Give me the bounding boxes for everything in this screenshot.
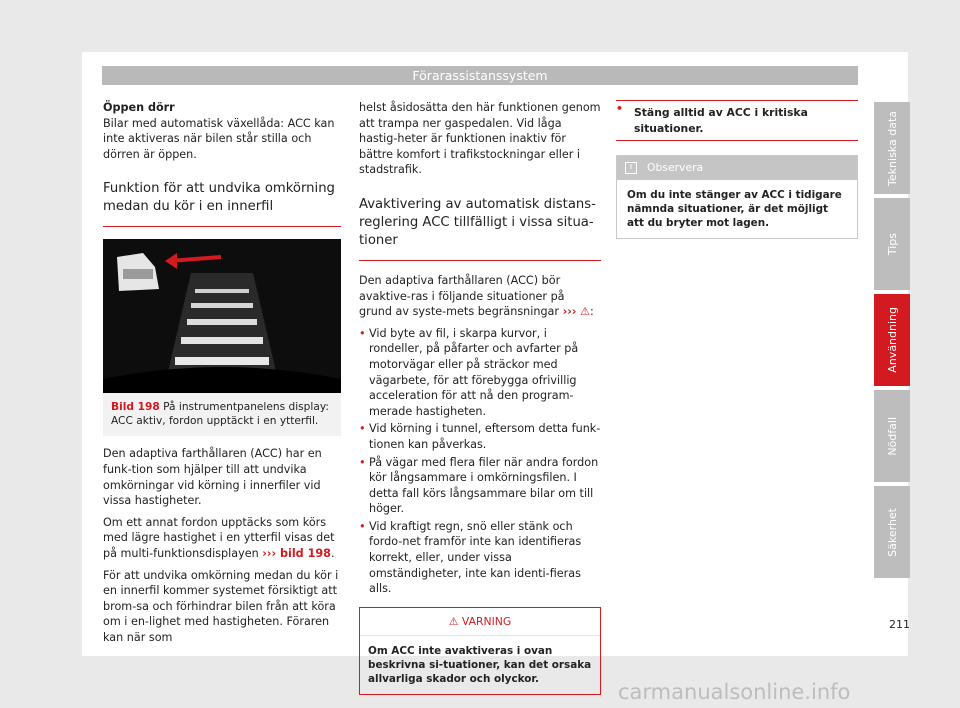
- text: :: [590, 305, 594, 319]
- tab-tekniska-data[interactable]: [874, 102, 910, 194]
- column-1: [103, 100, 341, 652]
- list-item: • Vid kraftigt regn, snö eller stänk och fordo-net framför inte kan identifieras korrekt, eller, under vissa omständigheter, inte kan identi-fieras alls.: [359, 519, 601, 597]
- figure-caption: [103, 393, 341, 428]
- warning-header: [360, 608, 600, 637]
- list-item: • Vid byte av fil, i skarpa kurvor, i rondeller, på påfarter och avfarter på motorvägar eller på sträckor med vägarbete, för att förebygga ofrivillig acceleration för att nå den program-merade hastigheten.: [359, 326, 601, 420]
- tab-nodfall[interactable]: [874, 390, 910, 482]
- warning-list-item: • Stäng alltid av ACC i kritiska situationer.: [616, 100, 858, 141]
- tab-label: Användning: [885, 307, 899, 373]
- chapter-tabs: [874, 102, 910, 582]
- note-header: [617, 156, 857, 180]
- column-2: [359, 100, 601, 695]
- tab-sakerhet[interactable]: [874, 486, 910, 578]
- tab-label: Tips: [885, 232, 899, 256]
- paragraph: Bilar med automatisk växellåda: ACC kan inte aktiveras när bilen står stilla och dörren är öppen.: [103, 116, 335, 161]
- info-icon: i: [625, 162, 637, 174]
- text: Den adaptiva farthållaren (ACC) bör avaktive-ras i följande situationer på grund av syste-mets begränsningar: [359, 273, 565, 319]
- list-item: • Vid körning i tunnel, eftersom detta funk-tionen kan påverkas.: [359, 421, 601, 452]
- warning-triangle-icon: ⚠: [579, 305, 591, 319]
- watermark: carmanualsonline.info: [618, 680, 851, 704]
- text: .: [330, 546, 335, 560]
- caption-text: På instrumentpanelens display: ACC aktiv, fordon upptäckt i en ytterfil.: [111, 401, 329, 428]
- paragraph: helst åsidosätta den här funktionen genom att trampa ner gaspedalen. Vid låga hastig-heter är funktionen inaktiv för bättre komfort i trafikstockningar eller i stadstrafik.: [359, 101, 601, 177]
- tab-label: Nödfall: [885, 416, 899, 456]
- section-heading: Avaktivering av automatisk distans-reglering ACC tillfälligt i vissa situa-tioner: [359, 196, 601, 261]
- column-3: [616, 100, 858, 239]
- note-text: Om du inte stänger av ACC i tidigare nämnda situationer, är det möjligt att du bryter mot lagen.: [627, 188, 842, 229]
- caption-label: Bild 198: [111, 401, 160, 414]
- tab-tips[interactable]: [874, 198, 910, 290]
- note-label: Observera: [647, 161, 704, 175]
- acc-display-illustration: [103, 239, 341, 393]
- paragraph: Den adaptiva farthållaren (ACC) har en funk-tion som hjälper till att undvika omkörningar vid körning i innerfiler vid vissa hastigheter.: [103, 447, 322, 508]
- note-box: [616, 155, 858, 239]
- tab-label: Säkerhet: [885, 507, 899, 557]
- page-header: Förarassistanssystem: [102, 66, 858, 85]
- warning-text: Om ACC inte avaktiveras i ovan beskrivna si-tuationer, kan det orsaka allvarliga skador och olyckor.: [368, 645, 592, 686]
- subsection-title: Öppen dörr: [103, 101, 175, 114]
- warning-reference-link[interactable]: ›››: [562, 305, 577, 319]
- paragraph: [103, 515, 341, 562]
- tab-anvandning[interactable]: [874, 294, 910, 386]
- page-number: 211: [889, 618, 910, 631]
- list-item: • På vägar med flera filer när andra fordon kör långsammare i omkörningsfilen. I detta fall körs långsammare bilar om till höger.: [359, 455, 601, 517]
- warning-label: VARNING: [461, 614, 512, 628]
- section-heading: Funktion för att undvika omkörning medan du kör i en innerfil: [103, 180, 341, 227]
- figure-reference-link[interactable]: ››› bild 198: [262, 546, 331, 560]
- text: Om ett annat fordon upptäcks som körs med lägre hastighet i en ytterfil visas det på multi-funktionsdisplayen: [103, 515, 335, 560]
- warning-box: [359, 607, 601, 696]
- paragraph: För att undvika omkörning medan du kör i en innerfil kommer systemet försiktigt att brom-sa och förhindrar bilen från att köra om i en-lighet med hastigheten. Föraren kan när som: [103, 568, 339, 644]
- paragraph: [359, 273, 601, 320]
- figure: [103, 239, 341, 436]
- warning-triangle-icon: ⚠: [448, 614, 459, 628]
- tab-label: Tekniska data: [885, 110, 899, 186]
